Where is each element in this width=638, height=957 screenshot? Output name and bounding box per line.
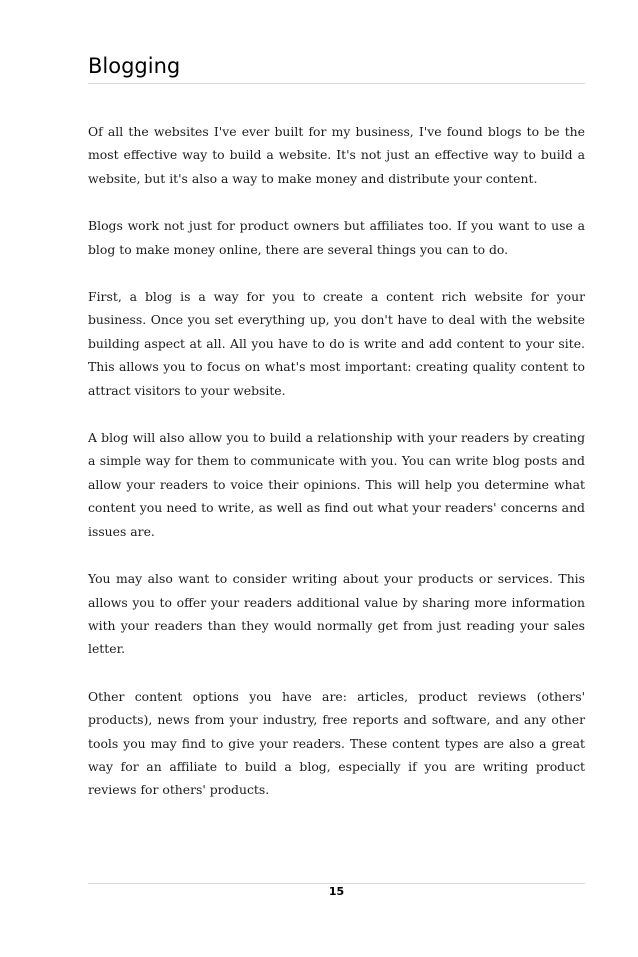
paragraph-1: Of all the websites I've ever built for my business, I've found blogs to be the most effective way to build a website. It's not just an effective way to build a website, but it's also a way to make money and distribute your content. (88, 124, 585, 186)
body-text (88, 120, 585, 826)
paragraph-5: You may also want to consider writing about your products or services. This allows you to offer your readers additional value by sharing more information with your readers than they would normally get from just reading your sales letter. (88, 571, 585, 657)
page-number: 15 (328, 885, 345, 898)
paragraph-2: Blogs work not just for product owners but affiliates too. If you want to use a blog to make money online, there are several things you can to do. (88, 218, 585, 257)
paragraph-3: First, a blog is a way for you to create a content rich website for your business. Once you set everything up, you don't have to deal with the website building aspect at all. All you have to do is write and add content to your site. This allows you to focus on what's most important: creating quality content to attract visitors to your website. (88, 289, 585, 398)
paragraph-4: A blog will also allow you to build a relationship with your readers by creating a simple way for them to communicate with you. You can write blog posts and allow your readers to voice their opinions. This will help you determine what content you need to write, as well as find out what your readers' concerns and issues are. (88, 430, 585, 539)
page-title: Blogging (88, 54, 181, 78)
title-divider (88, 83, 585, 84)
paragraph-6: Other content options you have are: articles, product reviews (others' products), news from your industry, free reports and software, and any other tools you may find to give your readers. These content types are also a great way for an affiliate to build a blog, especially if you are writing product reviews for others' products. (88, 688, 585, 798)
